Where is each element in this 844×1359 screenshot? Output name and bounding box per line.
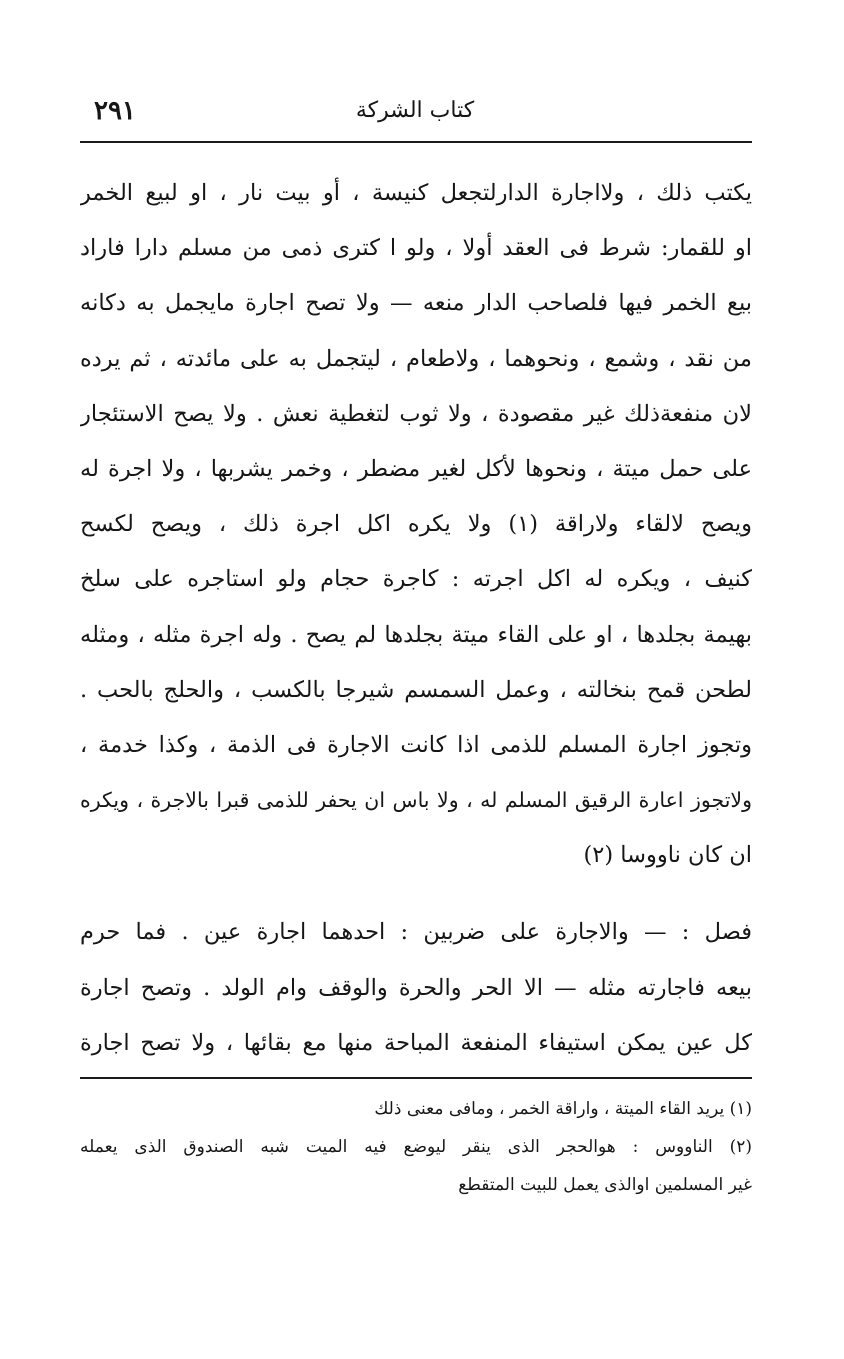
- text-line: ان كان ناووسا (٢): [583, 842, 752, 869]
- footnotes: [80, 1090, 752, 1204]
- text-line: على حمل ميتة ، ونحوها لأكل لغير مضطر ، وخمر يشربها ، ولا اجرة له: [80, 455, 752, 482]
- text-line: او للقمار: شرط فى العقد أولا ، ولو ا كترى ذمى من مسلم دارا فاراد: [80, 235, 752, 262]
- page-number: ٢٩١: [94, 96, 136, 126]
- footnote-divider: [80, 1077, 752, 1079]
- text-line: لان منفعةذلك غير مقصودة ، ولا ثوب لتغطية نعش . ولا يصح الاستئجار: [80, 400, 752, 427]
- paragraph-gap: [80, 883, 752, 905]
- text-line: كل عين يمكن استيفاء المنفعة المباحة منها مع بقائها ، ولا تصح اجارة: [80, 1029, 752, 1056]
- running-header: [80, 96, 750, 140]
- text-line: وتجوز اجارة المسلم للذمى اذا كانت الاجارة فى الذمة ، وكذا خدمة ،: [80, 731, 752, 758]
- text-line: يكتب ذلك ، ولااجارة الدارلتجعل كنيسة ، أو بيت نار ، او لبيع الخمر: [80, 180, 752, 206]
- text-line: فصل : — والاجارة على ضربين : احدهما اجارة عين . فما حرم: [80, 919, 752, 946]
- footnote-2: (٢) الناووس : هوالحجر الذى ينقر ليوضع فيه الميت شبه الصندوق الذى يعمله: [80, 1137, 752, 1157]
- chapter-title: كتاب الشركة: [355, 98, 475, 123]
- footnote-1: (١) يريد القاء الميتة ، واراقة الخمر ، ومافى معنى ذلك: [374, 1099, 752, 1119]
- main-text: [80, 166, 752, 1071]
- text-line: من نقد ، وشمع ، ونحوهما ، ولاطعام ، ليتجمل به على مائدته ، ثم يرده: [80, 345, 752, 372]
- header-divider: [80, 141, 752, 143]
- text-line: بهيمة بجلدها ، او على القاء ميتة بجلدها لم يصح . وله اجرة مثله ، ومثله: [80, 621, 752, 648]
- text-line: لطحن قمح بنخالته ، وعمل السمسم شيرجا بالكسب ، والحلج بالحب .: [80, 676, 752, 703]
- text-line: ولاتجوز اعارة الرقيق المسلم له ، ولا باس ان يحفر للذمى قبرا بالاجرة ، ويكره: [80, 788, 752, 813]
- text-line: بيع الخمر فيها فلصاحب الدار منعه — ولا تصح اجارة مايجمل به دكانه: [80, 290, 752, 317]
- text-line: كنيف ، ويكره له اكل اجرته : كاجرة حجام ولو استاجره على سلخ: [80, 566, 752, 593]
- text-line: بيعه فاجارته مثله — الا الحر والحرة والوقف وام الولد . وتصح اجارة: [80, 974, 752, 1001]
- text-line: ويصح لالقاء ولاراقة (١) ولا يكره اكل اجرة ذلك ، ويصح لكسح: [80, 511, 752, 538]
- footnote-2-continued: غير المسلمين اوالذى يعمل للبيت المتقطع: [458, 1175, 752, 1195]
